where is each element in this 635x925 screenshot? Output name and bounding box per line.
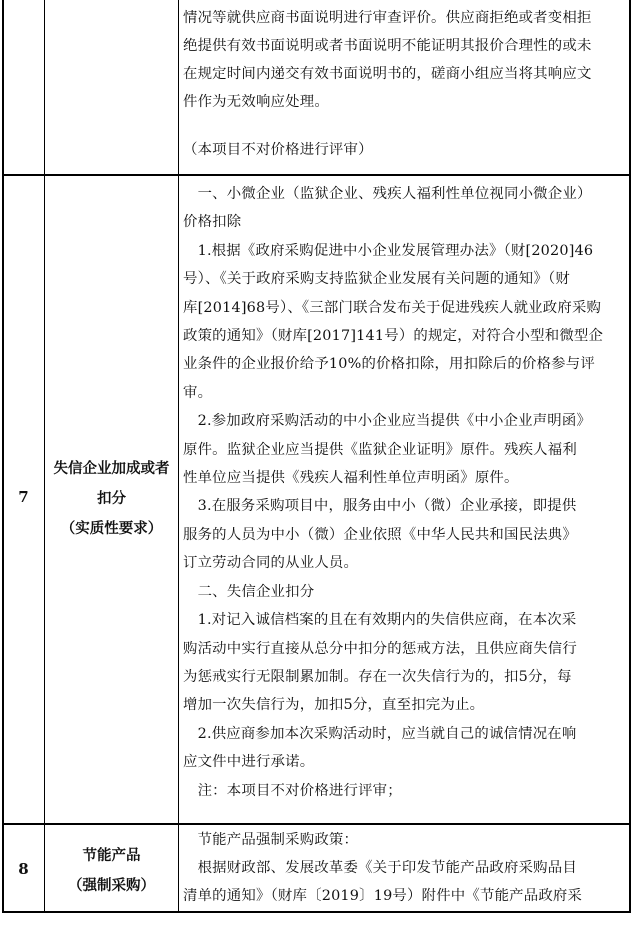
text-line: 清单的通知》（财库〔2019〕19号）附件中《节能产品政府采 <box>183 888 583 904</box>
text-line: 库[2014]68号）、《三部门联合发布关于促进残疾人就业政府采购 <box>183 299 602 316</box>
text-line: 3.在服务采购项目中，服务由中小（微）企业承接，即提供 <box>183 498 577 515</box>
text-line: 应文件中进行承诺。 <box>183 754 315 771</box>
text-line: 件作为无效响应处理。 <box>183 94 329 110</box>
text-line: 号）、《关于政府采购支持监狱企业发展有关问题的通知》（财 <box>183 271 570 288</box>
price-note: （本项目不对价格进行评审） <box>183 142 373 158</box>
row-name-line: 失信企业加成或者 <box>53 460 170 477</box>
row-number-7: 7 <box>18 488 29 506</box>
text-line: 服务的人员为中小（微）企业依照《中华人民共和国民法典》 <box>183 526 577 543</box>
table-border-left <box>2 0 4 912</box>
text-line: 根据财政部、发展改革委《关于印发节能产品政府采购品目 <box>183 860 577 876</box>
text-line: 注：本项目不对价格进行评审； <box>183 782 402 799</box>
text-line: 性单位应当提供《残疾人福利性单位声明函》原件。 <box>183 470 519 487</box>
text-line: 2.供应商参加本次采购活动时，应当就自己的诚信情况在响 <box>183 725 577 742</box>
text-line: 购活动中实行直接从总分中扣分的惩戒方法，且供应商失信行 <box>183 640 577 657</box>
row-name-line: （强制采购） <box>68 877 155 894</box>
text-line: 原件。监狱企业应当提供《监狱企业证明》原件。残疾人福利 <box>183 441 577 458</box>
text-line: 情况等就供应商书面说明进行审查评价。供应商拒绝或者变相拒 <box>183 10 592 26</box>
table-divider-col2 <box>178 0 179 912</box>
continued-row-content <box>183 4 623 116</box>
text-line: 二、失信企业扣分 <box>183 583 315 600</box>
text-line: 在规定时间内递交有效书面说明书的，磋商小组应当将其响应文 <box>183 66 592 82</box>
row-name-line: （实质性要求） <box>60 520 163 537</box>
row-divider-8 <box>2 823 631 825</box>
text-line: 1.对记入诚信档案的且在有效期内的失信供应商，在本次采 <box>183 612 577 629</box>
row-8-content <box>183 826 623 910</box>
text-line: 为惩戒实行无限制累加制。存在一次失信行为的，扣5分，每 <box>183 668 572 685</box>
text-line: 价格扣除 <box>183 214 242 231</box>
text-line: 绝提供有效书面说明或者书面说明不能证明其报价合理性的或未 <box>183 38 592 54</box>
row-name-line: 扣分 <box>97 490 126 507</box>
row-number-8: 8 <box>18 860 29 878</box>
table-border-right <box>629 0 631 912</box>
text-line: 审。 <box>183 384 213 401</box>
row-name-8 <box>45 843 178 899</box>
table-border-bottom <box>2 911 631 913</box>
row-name-7 <box>45 456 178 542</box>
row-divider-7 <box>2 174 631 176</box>
text-line: 业条件的企业报价给予10%的价格扣除，用扣除后的价格参与评 <box>183 356 595 373</box>
text-line: 2.参加政府采购活动的中小企业应当提供《中小企业声明函》 <box>183 413 592 430</box>
text-line: 政策的通知》（财库[2017]141号）的规定，对符合小型和微型企 <box>183 328 604 345</box>
row-7-content <box>183 180 623 805</box>
text-line: 节能产品强制采购政策： <box>183 832 359 848</box>
text-line: 增加一次失信行为，加扣5分，直至扣完为止。 <box>183 697 485 714</box>
text-line: 一、小微企业（监狱企业、残疾人福利性单位视同小微企业） <box>183 186 592 202</box>
text-line: 1.根据《政府采购促进中小企业发展管理办法》（财[2020]46 <box>183 242 594 259</box>
row-name-line: 节能产品 <box>82 847 141 864</box>
text-line: 订立劳动合同的从业人员。 <box>183 555 359 572</box>
